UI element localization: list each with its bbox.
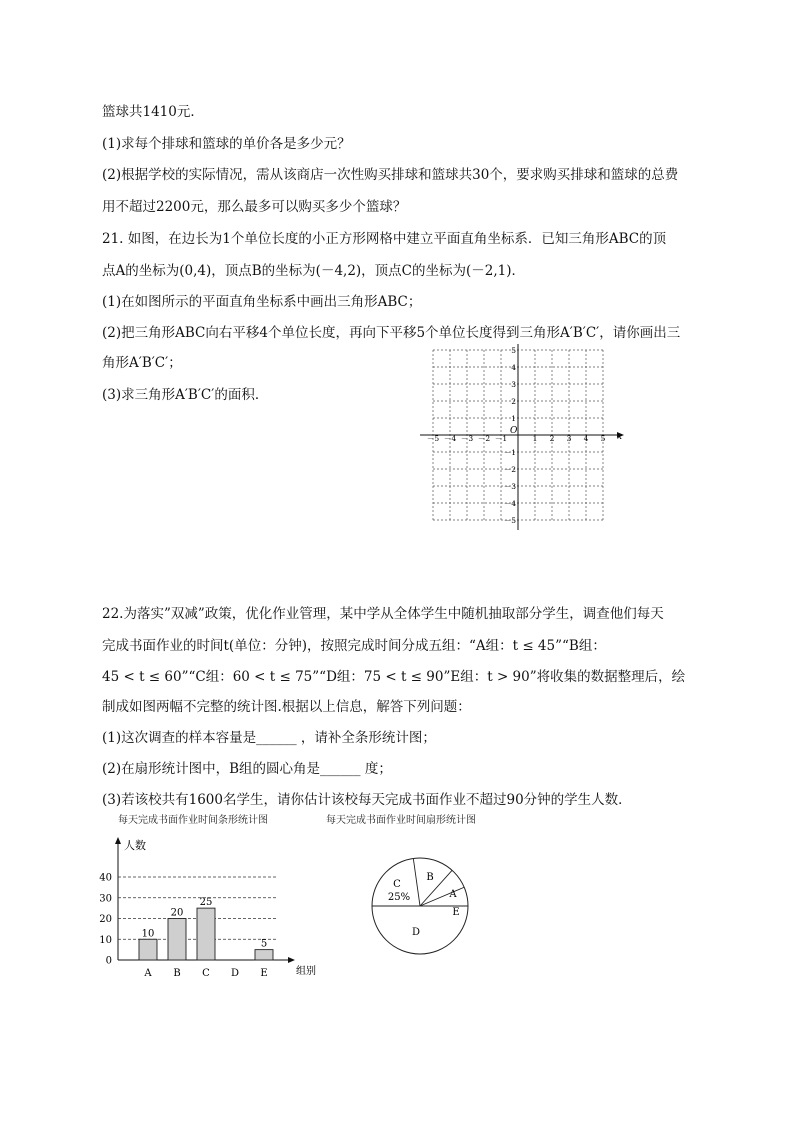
x-tick-label: －5 (426, 434, 440, 443)
bar (139, 939, 157, 960)
question-21-part-3: (3)求三角形A′B′C′的面积． (102, 387, 269, 403)
y-tick-label: 3 (511, 380, 516, 389)
bar-y-axis-arrow (115, 837, 121, 844)
y-tick-label: 5 (511, 346, 516, 355)
bar (255, 950, 273, 960)
text-line-4: 用不超过2200元，那么最多可以购买多少个篮球？ (102, 199, 407, 215)
pie-chart-title: 每天完成书面作业时间扇形统计图 (326, 815, 476, 826)
y-tick-label: 1 (511, 414, 516, 423)
x-tick-label: －3 (460, 434, 474, 443)
bar-y-tick-label: 20 (99, 914, 112, 925)
bar-chart-title: 每天完成书面作业时间条形统计图 (118, 815, 268, 826)
bar-category-label: D (230, 968, 240, 979)
x-tick-label: 1 (532, 434, 538, 443)
x-tick-label: －2 (477, 434, 491, 443)
question-21-part-1: (1)在如图所示的平面直角坐标系中画出三角形ABC； (102, 294, 422, 310)
pie-slice-label: D (411, 927, 421, 938)
y-tick-label: －5 (503, 516, 516, 525)
x-tick-label: 4 (583, 434, 589, 443)
bar-data-label: 10 (141, 928, 155, 940)
question-22-line-4: 制成如图两幅不完整的统计图.根据以上信息，解答下列问题： (102, 699, 471, 715)
text-line-1: 篮球共1410元． (102, 104, 204, 120)
question-22-line-2: 完成书面作业的时间t(单位：分钟)，按照完成时间分成五组：“A组：t ≤ 45”“B组： (102, 638, 606, 654)
y-tick-label: －2 (503, 465, 516, 474)
question-22-part-1: (1)这次调查的样本容量是______ ，请补全条形统计图； (102, 730, 436, 746)
bar-category-label: A (144, 968, 152, 979)
pie-slice-label: A (449, 889, 457, 900)
question-22-part-2: (2)在扇形统计图中，B组的圆心角是______ 度； (102, 761, 392, 777)
bar-y-tick-label: 40 (99, 872, 112, 884)
bar (197, 908, 215, 960)
x-tick-label: 3 (566, 434, 572, 443)
x-tick-label: －4 (443, 434, 457, 443)
origin-label: O (510, 426, 518, 436)
bar-data-label: 20 (170, 907, 184, 919)
bar-y-label: 人数 (124, 839, 146, 852)
x-tick-label: －1 (494, 434, 508, 443)
bar-y-tick-label: 10 (99, 934, 112, 946)
question-22-part-3: (3)若该校共有1600名学生，请你估计该校每天完成书面作业不超过90分钟的学生人数． (102, 792, 632, 808)
bar-category-label: C (202, 968, 210, 979)
y-tick-label: 2 (511, 397, 516, 406)
bar-data-label: 25 (199, 897, 213, 909)
text-line-3: (2)根据学校的实际情况，需从该商店一次性购买排球和篮球共30个，要求购买排球和篮球的总费 (102, 167, 679, 183)
bar-x-label: 组别 (296, 966, 316, 977)
bar-category-label: E (260, 968, 268, 979)
bar-y-tick-label: 0 (105, 955, 112, 967)
question-22-line-1: 22.为落实”双减”政策，优化作业管理，某中学从全体学生中随机抽取部分学生，调查他们每天 (102, 606, 664, 622)
bar-data-label: 5 (260, 938, 268, 950)
pie-percent-label: 25% (387, 892, 411, 903)
x-tick-label: 2 (549, 434, 555, 443)
pie-slice-label: E (452, 907, 460, 918)
question-21-line-1: 21. 如图，在边长为1个单位长度的小正方形网格中建立平面直角坐标系．已知三角形ABC的顶 (102, 231, 667, 247)
bar (168, 919, 186, 961)
x-tick-label: 5 (600, 434, 606, 443)
text-line-2: (1)求每个排球和篮球的单价各是多少元？ (102, 136, 351, 152)
x-axis-label: x (617, 432, 623, 442)
pie-slice-label: B (426, 872, 434, 883)
question-21-line-2: 点A的坐标为(0,4)，顶点B的坐标为(－4,2)，顶点C的坐标为(－2,1)． (102, 263, 526, 279)
pie-slice-label: C (393, 879, 401, 890)
y-tick-label: －3 (503, 482, 516, 491)
y-tick-label: －1 (503, 448, 516, 457)
question-21-part-2-cont: 角形A′B′C′； (102, 355, 182, 371)
bar-y-tick-label: 30 (99, 893, 112, 905)
coordinate-grid (418, 338, 630, 538)
bar-chart (96, 832, 336, 982)
pie-chart (364, 854, 480, 962)
y-tick-label: 4 (511, 363, 516, 372)
bar-category-label: B (173, 968, 181, 979)
question-22-line-3: 45 < t ≤ 60”“C组：60 < t ≤ 75”“D组：75 < t ≤ 90”E组：t > 90”将收集的数据整理后，绘 (102, 669, 686, 685)
bar-x-axis-arrow (288, 957, 295, 963)
y-tick-label: －4 (503, 499, 516, 508)
question-21-part-2: (2)把三角形ABC向右平移4个单位长度，再向下平移5个单位长度得到三角形A′B′C′，请你画出三 (102, 325, 681, 341)
